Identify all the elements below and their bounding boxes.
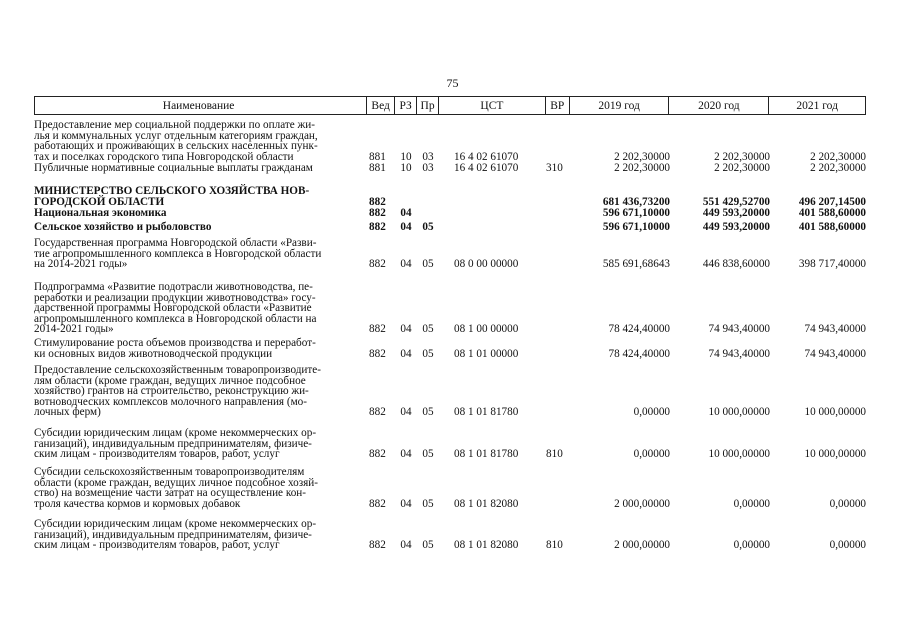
cell-y2020: 0,00000 xyxy=(733,497,770,510)
cell-pr: 05 xyxy=(422,221,434,233)
cell-y2020: 74 943,40000 xyxy=(708,347,770,360)
cell-ved: 882 xyxy=(369,448,386,460)
table-row xyxy=(34,238,866,270)
cell-ved: 881 xyxy=(369,162,386,174)
cell-y2019: 78 424,40000 xyxy=(608,323,670,335)
cell-pr: 05 xyxy=(422,448,434,460)
cell-pr: 05 xyxy=(422,323,434,335)
cell-vr: 810 xyxy=(546,539,563,551)
cell-y2021: 0,00000 xyxy=(829,497,866,510)
cell-y2019: 596 671,10000 xyxy=(602,221,670,233)
header-rz: РЗ xyxy=(395,97,417,114)
cell-name: Субсидии юридическим лицам (кроме некоммерческих ор- ганизаций), индивидуальным предпринимателям, физиче- ским лицам - производителям товаров, работ, услуг xyxy=(34,427,317,460)
cell-rz: 04 xyxy=(400,347,412,360)
cell-y2019: 681 436,73200 xyxy=(602,195,670,208)
cell-cst: 08 1 01 00000 xyxy=(454,347,519,360)
cell-y2019: 2 000,00000 xyxy=(614,539,670,551)
cell-y2019: 2 202,30000 xyxy=(614,150,670,163)
cell-name: Субсидии сельскохозяйственным товаропроизводителям области (кроме граждан, ведущих личное подсобное хозяй- ство) на возмещение части затрат на осуществление кон- троля качества кормов и кормовых добавок xyxy=(34,466,318,510)
table-row xyxy=(34,519,866,551)
cell-rz: 04 xyxy=(400,497,412,510)
cell-cst: 16 4 02 61070 xyxy=(454,150,519,163)
cell-pr: 05 xyxy=(422,539,434,551)
cell-name: Предоставление сельскохозяйственным товаропроизводите- лям области (кроме граждан, ведущих личное подсобное хозяйство) грантов на строительство, реконструкцию жи- вотноводческих комплексов молочного направления (мо- лочных ферм) xyxy=(34,364,321,418)
cell-rz: 04 xyxy=(400,406,412,418)
cell-pr: 03 xyxy=(422,150,434,163)
page-number: 75 xyxy=(446,76,459,90)
cell-name: Публичные нормативные социальные выплаты гражданам xyxy=(34,162,313,174)
cell-y2021: 496 207,14500 xyxy=(798,195,866,208)
cell-name: Национальная экономика xyxy=(34,207,167,219)
cell-ved: 882 xyxy=(369,497,386,510)
cell-ved: 882 xyxy=(369,539,386,551)
table-row xyxy=(34,163,866,174)
cell-ved: 882 xyxy=(369,258,386,270)
header-2020: 2020 год xyxy=(669,97,769,114)
cell-pr: 05 xyxy=(422,347,434,360)
cell-y2021: 401 588,60000 xyxy=(798,221,866,233)
table-row xyxy=(34,120,866,162)
header-ved: Вед xyxy=(367,97,395,114)
table-row xyxy=(34,467,866,509)
cell-cst: 16 4 02 61070 xyxy=(454,162,519,174)
cell-y2020: 449 593,20000 xyxy=(702,207,770,219)
header-2021: 2021 год xyxy=(796,100,838,112)
cell-name: Подпрограмма «Развитие подотрасли животноводства, пе- реработки и реализации продукции животноводства» госу- дарственной программы Новгородской области «Развитие агропромышленного комплекса в Новгородской области на 2014-2021 годы» xyxy=(34,281,317,335)
cell-pr: 03 xyxy=(422,162,434,174)
cell-y2020: 10 000,00000 xyxy=(708,406,770,418)
cell-y2020: 74 943,40000 xyxy=(708,323,770,335)
cell-vr: 810 xyxy=(546,448,563,460)
cell-y2020: 0,00000 xyxy=(733,539,770,551)
cell-rz: 10 xyxy=(400,150,412,163)
cell-cst: 08 1 01 81780 xyxy=(454,448,519,460)
budget-table xyxy=(34,96,866,551)
cell-y2020: 449 593,20000 xyxy=(702,221,770,233)
cell-y2019: 2 000,00000 xyxy=(614,497,670,510)
cell-cst: 08 0 00 00000 xyxy=(454,258,519,270)
cell-y2021: 401 588,60000 xyxy=(798,207,866,219)
cell-y2021: 2 202,30000 xyxy=(810,150,866,163)
cell-ved: 881 xyxy=(369,150,386,163)
cell-cst: 08 1 01 81780 xyxy=(454,406,519,418)
cell-name: Предоставление мер социальной поддержки по оплате жи- лья и коммунальных услуг отдельным категориям граждан, работающих и проживающих в сельских населенных пунк- тах и поселках городского типа Новгородской области xyxy=(34,119,318,163)
cell-y2019: 78 424,40000 xyxy=(608,347,670,360)
cell-name: МИНИСТЕРСТВО СЕЛЬСКОГО ХОЗЯЙСТВА НОВ- ГОРОДСКОЙ ОБЛАСТИ xyxy=(34,185,310,208)
cell-y2021: 398 717,40000 xyxy=(798,258,866,270)
cell-cst: 08 1 00 00000 xyxy=(454,323,519,335)
cell-ved: 882 xyxy=(369,323,386,335)
cell-pr: 05 xyxy=(422,497,434,510)
cell-y2019: 2 202,30000 xyxy=(614,162,670,174)
cell-y2019: 0,00000 xyxy=(633,448,670,460)
cell-y2020: 2 202,30000 xyxy=(714,150,770,163)
cell-vr: 310 xyxy=(546,162,563,174)
cell-y2021: 74 943,40000 xyxy=(804,323,866,335)
cell-ved: 882 xyxy=(369,195,386,208)
cell-y2021: 10 000,00000 xyxy=(804,406,866,418)
cell-rz: 04 xyxy=(400,448,412,460)
cell-rz: 04 xyxy=(400,221,412,233)
cell-y2020: 551 429,52700 xyxy=(702,195,770,208)
cell-y2021: 10 000,00000 xyxy=(804,448,866,460)
cell-rz: 04 xyxy=(400,323,412,335)
cell-y2021: 2 202,30000 xyxy=(810,162,866,174)
cell-ved: 882 xyxy=(369,221,386,233)
cell-name: Стимулирование роста объемов производства и переработ- ки основных видов животноводческой продукции xyxy=(34,337,316,360)
cell-ved: 882 xyxy=(369,406,386,418)
header-name: Наименование xyxy=(35,97,367,114)
cell-y2019: 585 691,68643 xyxy=(602,258,670,270)
cell-y2020: 2 202,30000 xyxy=(714,162,770,174)
table-row xyxy=(34,338,866,359)
table-header xyxy=(34,96,866,115)
cell-name: Субсидии юридическим лицам (кроме некоммерческих ор- ганизаций), индивидуальным предпринимателям, физиче- ским лицам - производителям товаров, работ, услуг xyxy=(34,518,317,551)
header-2019: 2019 год xyxy=(570,97,670,114)
cell-name: Государственная программа Новгородской области «Разви- тие агропромышленного комплекса в Новгородской области на 2014-2021 годы» xyxy=(34,237,322,270)
cell-y2019: 0,00000 xyxy=(633,406,670,418)
table-row xyxy=(34,186,866,207)
table-row xyxy=(34,365,866,418)
cell-y2021: 74 943,40000 xyxy=(804,347,866,360)
cell-rz: 10 xyxy=(400,162,412,174)
cell-cst: 08 1 01 82080 xyxy=(454,539,519,551)
cell-y2020: 446 838,60000 xyxy=(702,258,770,270)
cell-pr: 05 xyxy=(422,258,434,270)
cell-rz: 04 xyxy=(400,539,412,551)
table-row xyxy=(34,222,866,233)
cell-y2020: 10 000,00000 xyxy=(708,448,770,460)
header-pr: Пр xyxy=(417,97,439,114)
cell-cst: 08 1 01 82080 xyxy=(454,497,519,510)
cell-ved: 882 xyxy=(369,207,386,219)
table-row xyxy=(34,208,866,219)
header-vr: ВР xyxy=(546,97,570,114)
cell-y2021: 0,00000 xyxy=(829,539,866,551)
cell-name: Сельское хозяйство и рыболовство xyxy=(34,221,212,233)
cell-pr: 05 xyxy=(422,406,434,418)
table-row xyxy=(34,282,866,335)
cell-rz: 04 xyxy=(400,258,412,270)
table-row xyxy=(34,428,866,460)
header-cst: ЦСТ xyxy=(439,97,546,114)
cell-rz: 04 xyxy=(400,207,412,219)
cell-y2019: 596 671,10000 xyxy=(602,207,670,219)
cell-ved: 882 xyxy=(369,347,386,360)
